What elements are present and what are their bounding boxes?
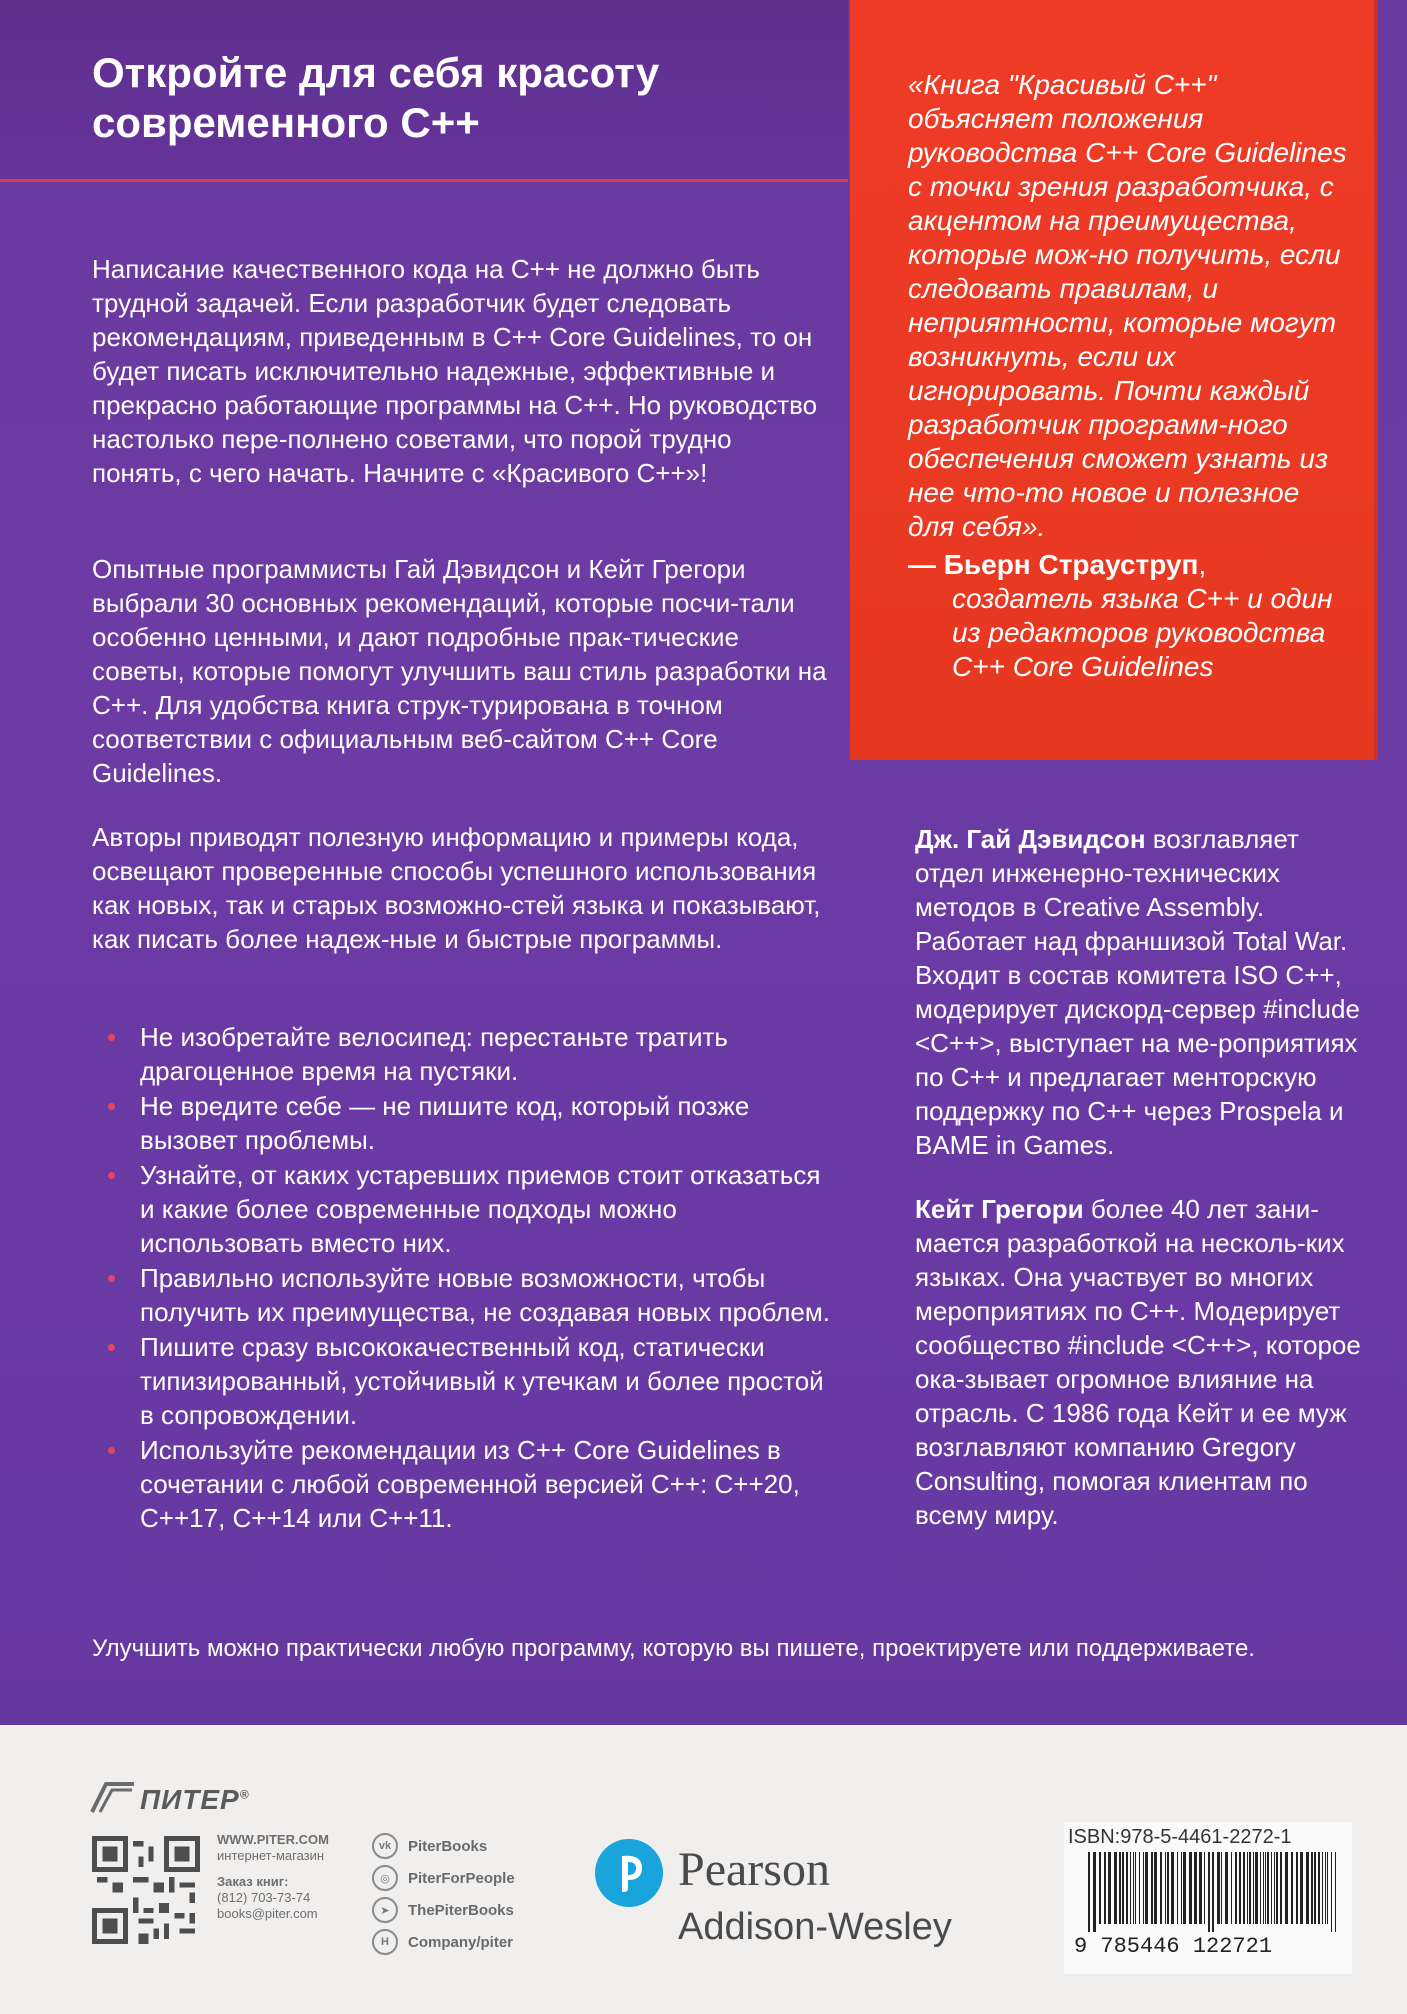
barcode-bar	[1300, 1852, 1303, 1924]
barcode-bar	[1265, 1852, 1266, 1924]
divider-line	[0, 179, 848, 182]
barcode-bar	[1133, 1852, 1134, 1924]
barcode-bar	[1285, 1852, 1288, 1924]
social-item[interactable]: ◎ PiterForPeople	[372, 1862, 572, 1894]
barcode-bar	[1204, 1852, 1205, 1924]
list-item: Используйте рекомендации из С++ Core Guidelines в сочетании с любой современной версией С++: С++20, С++17, С++14 или С++11.	[140, 1433, 830, 1535]
barcode-bar	[1243, 1852, 1245, 1924]
quote-author-role: создатель языка С++ и один из редакторов руководства С++ Core Guidelines	[952, 583, 1333, 682]
barcode-bar	[1276, 1852, 1278, 1924]
barcode-bar	[1122, 1852, 1124, 1924]
barcode-bar	[1253, 1852, 1254, 1924]
author-bio-gregory: Кейт Грегори более 40 лет зани-мается разработкой на несколь-ких языках. Она участвует во многих мероприятиях по С++. Модерирует сообщество #include <C++>, которое ока-зывает огромное влияние на отрасль. С 1986 года Кейт и ее муж возглавляют компанию Gregory Consulting, помогая клиентам по всему миру.	[915, 1194, 1361, 1530]
barcode-bar	[1119, 1852, 1121, 1924]
intro-paragraph-2: Опытные программисты Гай Дэвидсон и Кейт Грегори выбрали 30 основных рекомендаций, которые посчи-тали особенно ценными, и дают подробные прак-тические советы, которые помогут улучшить ваш стиль разработки на С++. Для удобства книга струк-турирована в точном соответствии с официальным веб-сайтом С++ Core Guidelines.	[92, 554, 827, 788]
barcode-digits: 9 785446 122721	[1074, 1934, 1273, 1956]
barcode-bar	[1217, 1852, 1220, 1924]
bullet-dot	[108, 1275, 115, 1282]
bullet-dot	[108, 1103, 115, 1110]
feature-list	[140, 1020, 830, 1536]
shop-label: интернет-магазин	[217, 1848, 325, 1863]
piter-logo-icon	[88, 1778, 138, 1818]
author-bio-davidson: Дж. Гай Дэвидсон возглавляет отдел инженерно-технических методов в Creative Assembly. Работает над франшизой Total War. Входит в состав комитета ISO С++, модерирует дискорд-сервер #include <C++>, выступает на ме-роприятиях по С++ и предлагает менторскую поддержку по С++ через Prospela и BAME in Games.	[915, 824, 1360, 1160]
barcode-bar	[1194, 1852, 1197, 1924]
orders-label: Заказ книг:	[217, 1874, 289, 1889]
barcode-bar	[1325, 1852, 1326, 1924]
intro-paragraph-1: Написание качественного кода на С++ не должно быть трудной задачей. Если разработчик будет следовать рекомендациям, приведенным в С++ Core Guidelines, то он будет писать исключительно надежные, эффективные и прекрасно работающие программы на С++. Но руководство настолько пере-полнено советами, что порой трудно понять, с чего начать. Начните с «Красивого С++»!	[92, 254, 818, 488]
telegram-icon: ➤	[372, 1897, 398, 1923]
social-item[interactable]: vk PiterBooks	[372, 1830, 572, 1862]
barcode-bar	[1271, 1852, 1272, 1924]
addison-wesley-wordmark: Addison-Wesley	[678, 1906, 952, 1948]
bullet-dot	[108, 1344, 115, 1351]
barcode-bar	[1088, 1852, 1090, 1932]
quote-author-comma: ,	[1198, 549, 1207, 580]
barcode-bar	[1154, 1852, 1157, 1924]
email[interactable]: books@piter.com	[217, 1906, 318, 1921]
barcode-bar	[1311, 1852, 1313, 1924]
vk-icon: vk	[372, 1833, 398, 1859]
author-name: Дж. Гай Дэвидсон	[915, 824, 1146, 854]
qr-code	[92, 1836, 200, 1944]
social-item[interactable]: ➤ ThePiterBooks	[372, 1894, 572, 1926]
barcode-bar	[1160, 1852, 1162, 1924]
barcode-bar	[1126, 1852, 1128, 1924]
list-item: Правильно используйте новые возможности, чтобы получить их преимущества, не создавая новых проблем.	[140, 1261, 830, 1329]
barcode-bar	[1104, 1852, 1106, 1924]
quote-text: «Книга "Красивый С++" объясняет положения руководства С++ Core Guidelines с точки зрения разработчика, с акцентом на преимущества, которые мож-но получить, если следовать правилам, и неприятности, которые могут возникнуть, если их игнорировать. Почти каждый разработчик программ-ного обеспечения сможет узнать из нее что-то новое и полезное для себя».	[908, 69, 1347, 542]
barcode-bar	[1255, 1852, 1258, 1924]
barcode-bar	[1130, 1852, 1131, 1924]
bullet-dot	[108, 1447, 115, 1454]
quote-box	[850, 0, 1378, 760]
barcode-bar	[1280, 1852, 1282, 1924]
barcode-bar	[1327, 1852, 1328, 1924]
barcode-bar	[1108, 1852, 1111, 1924]
barcode-bar	[1225, 1852, 1228, 1924]
quote-attribution	[908, 548, 1358, 684]
barcode-bar	[1145, 1852, 1148, 1924]
barcode-bar	[1099, 1852, 1101, 1924]
barcode-bar	[1114, 1852, 1117, 1924]
isbn-barcode	[1064, 1822, 1352, 1974]
site-link[interactable]: WWW.PITER.COM	[217, 1832, 329, 1847]
barcode-bar	[1183, 1852, 1186, 1924]
barcode-bar	[1306, 1852, 1309, 1924]
instagram-icon: ◎	[372, 1865, 398, 1891]
barcode-bar	[1093, 1852, 1096, 1932]
barcode-bar	[1274, 1852, 1275, 1924]
barcode-bar	[1318, 1852, 1320, 1924]
barcode-bar	[1212, 1852, 1214, 1932]
list-item: Не изобретайте велосипед: перестаньте тратить драгоценное время на пустяки.	[140, 1020, 830, 1088]
barcode-bar	[1167, 1852, 1169, 1924]
barcode-bar	[1239, 1852, 1241, 1924]
bullet-dot	[108, 1034, 115, 1041]
barcode-bar	[1263, 1852, 1264, 1924]
barcode-bar	[1151, 1852, 1153, 1924]
barcode-bar	[1143, 1852, 1144, 1924]
list-item: Пишите сразу высококачественный код, статически типизированный, устойчивый к утечкам и более простой в сопровождении.	[140, 1330, 830, 1432]
pearson-logo-icon	[594, 1838, 664, 1908]
barcode-bar	[1231, 1852, 1232, 1924]
barcode-bar	[1291, 1852, 1293, 1924]
tagline: Улучшить можно практически любую программу, которую вы пишете, проектируете или поддерживаете.	[92, 1635, 1255, 1662]
barcode-bar	[1247, 1852, 1248, 1924]
barcode-bar	[1177, 1852, 1178, 1924]
social-item[interactable]: H Company/piter	[372, 1926, 572, 1958]
barcode-bar	[1235, 1852, 1237, 1924]
habr-icon: H	[372, 1929, 398, 1955]
barcode-bar	[1267, 1852, 1269, 1924]
phone: (812) 703-73-74	[217, 1890, 311, 1905]
bullet-dot	[108, 1172, 115, 1179]
barcode-bar	[1322, 1852, 1323, 1924]
barcode-bar	[1296, 1852, 1298, 1924]
barcode-bar	[1189, 1852, 1192, 1924]
publisher-contacts	[217, 1832, 367, 1922]
headline: Откройте для себя красоту современного С++	[92, 49, 660, 146]
list-item: Не вредите себе — не пишите код, который позже вызовет проблемы.	[140, 1089, 830, 1157]
barcode-bar	[1314, 1852, 1316, 1924]
author-name: Кейт Грегори	[915, 1194, 1084, 1224]
piter-logo	[88, 1778, 288, 1822]
barcode-bar	[1171, 1852, 1174, 1924]
barcode-bar	[1208, 1852, 1210, 1932]
quote-author: — Бьерн Страуструп	[908, 549, 1199, 580]
list-item: Узнайте, от каких устаревших приемов стоит отказаться и какие более современные подходы можно использовать вместо них.	[140, 1158, 830, 1260]
publisher-name: ПИТЕР®	[140, 1784, 250, 1815]
barcode-bar	[1221, 1852, 1222, 1924]
intro-paragraph-3: Авторы приводят полезную информацию и примеры кода, освещают проверенные способы успешного использования как новых, так и старых возможно-стей языка и показывают, как писать более надеж-ные и быстрые программы.	[92, 822, 821, 954]
barcode-bar	[1165, 1852, 1166, 1924]
barcode-bar	[1199, 1852, 1202, 1924]
barcode-bar	[1331, 1852, 1332, 1932]
barcode-bar	[1181, 1852, 1182, 1924]
barcode	[1074, 1852, 1344, 1956]
barcode-bar	[1260, 1852, 1261, 1924]
barcode-bar	[1139, 1852, 1140, 1924]
barcode-bar	[1135, 1852, 1136, 1924]
pearson-wordmark: Pearson	[678, 1843, 830, 1896]
barcode-bar	[1249, 1852, 1251, 1924]
barcode-bar	[1335, 1852, 1336, 1932]
isbn-number: ISBN:978-5-4461-2272-1	[1068, 1826, 1292, 1848]
social-links	[372, 1830, 572, 1958]
